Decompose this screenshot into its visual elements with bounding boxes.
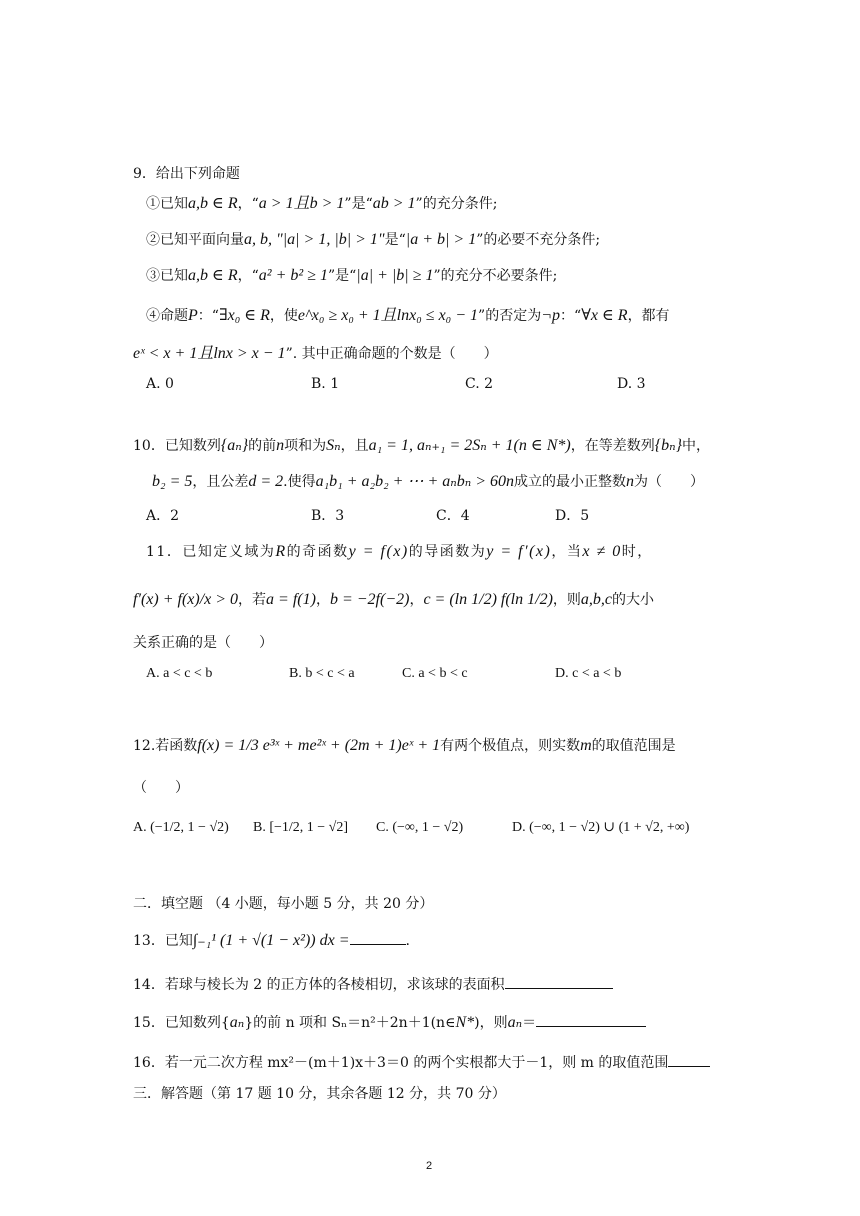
q11-option-a: A. a < c < b	[146, 666, 213, 681]
q16: 16．若一元二次方程 mx²－(m＋1)x＋3＝0 的两个实根都大于－1，则 m 的取值范围	[133, 1052, 710, 1073]
q11-option-b: B. b < c < a	[289, 666, 355, 681]
q15-answer-blank[interactable]	[536, 1012, 646, 1027]
q13-answer-blank[interactable]	[350, 930, 406, 945]
q10-option-a: A．2	[146, 508, 180, 524]
q12-option-a: A. (−1/2, 1 − √2)	[133, 820, 229, 835]
q12-option-c: C. (−∞, 1 − √2)	[376, 820, 464, 835]
section-2-heading: 二．填空题 （4 小题，每小题 5 分，共 20 分）	[133, 896, 434, 912]
q9-option-b: B. 1	[311, 376, 340, 392]
q11-stem-line1: 11．已知定义域为R的奇函数y = f(x)的导函数为y = f′(x)，当x ≠ 0时，	[146, 543, 653, 560]
q12-option-b: B. [−1/2, 1 − √2]	[253, 820, 349, 835]
q10-option-b: B．3	[311, 508, 345, 524]
q10-stem-line1: 10．已知数列{aₙ}的前n项和为Sₙ，且a₁ = 1, aₙ₊₁ = 2Sₙ + 1(n ∈ N*)，在等差数列{bₙ}中，	[133, 437, 710, 454]
page-number: 2	[426, 1160, 433, 1172]
q11-option-c: C. a < b < c	[402, 666, 468, 681]
q10-option-c: C．4	[436, 508, 470, 524]
q9-option-c: C. 2	[465, 376, 494, 392]
q16-answer-blank[interactable]	[668, 1052, 710, 1067]
q9-option-d: D. 3	[617, 376, 646, 392]
q10-stem-line2: b₂ = 5，且公差d = 2.使得a₁b₁ + a₂b₂ + ⋯ + aₙbₙ > 60n成立的最小正整数n为（ ）	[152, 473, 705, 490]
q11-stem-line3: 关系正确的是（ ）	[133, 635, 273, 651]
q9-statement-4-cont: eˣ < x + 1且lnx > x − 1”. 其中正确命题的个数是（ ）	[133, 345, 498, 362]
q14-answer-blank[interactable]	[505, 974, 613, 989]
q9-statement-1: ①已知a,b ∈ R，“a > 1且b > 1”是“ab > 1”的充分条件;	[146, 195, 498, 212]
q9-statement-3: ③已知a,b ∈ R，“a² + b² ≥ 1”是“|a| + |b| ≥ 1”的充分不必要条件;	[146, 267, 558, 284]
q12-option-d: D. (−∞, 1 − √2) ∪ (1 + √2, +∞)	[512, 820, 690, 835]
q12-stem-line2: （ ）	[133, 780, 189, 796]
section-3-heading: 三．解答题（第 17 题 10 分，其余各题 12 分，共 70 分）	[133, 1086, 506, 1102]
q11-stem-line2: f′(x) + f(x)/x > 0，若a = f(1)，b = −2f(−2)，c = (ln 1/2) f(ln 1/2)，则a,b,c的大小	[133, 591, 654, 608]
q9-statement-4: ④命题P：“∃x₀ ∈ R，使e^x₀ ≥ x₀ + 1且lnx₀ ≤ x₀ − 1”的否定为¬p：“∀x ∈ R，都有	[146, 307, 670, 324]
q15: 15．已知数列{aₙ}的前 n 项和 Sₙ＝n²＋2n＋1(n∈N*)，则aₙ＝	[133, 1012, 646, 1033]
q9-statement-2: ②已知平面向量a, b, "|a| > 1, |b| > 1"是“|a + b| > 1”的必要不充分条件;	[146, 231, 601, 248]
q10-option-d: D．5	[555, 508, 590, 524]
q9-stem: 9．给出下列命题	[133, 166, 240, 182]
q12-stem-line1: 12.若函数f(x) = 1/3 e³ˣ + me²ˣ + (2m + 1)eˣ + 1有两个极值点，则实数m的取值范围是	[133, 737, 676, 754]
q11-option-d: D. c < a < b	[555, 666, 622, 681]
q9-option-a: A. 0	[146, 376, 174, 392]
q14: 14．若球与棱长为 2 的正方体的各棱相切，求该球的表面积	[133, 974, 613, 995]
q13: 13．已知∫₋₁¹ (1 + √(1 − x²)) dx = .	[133, 932, 410, 949]
